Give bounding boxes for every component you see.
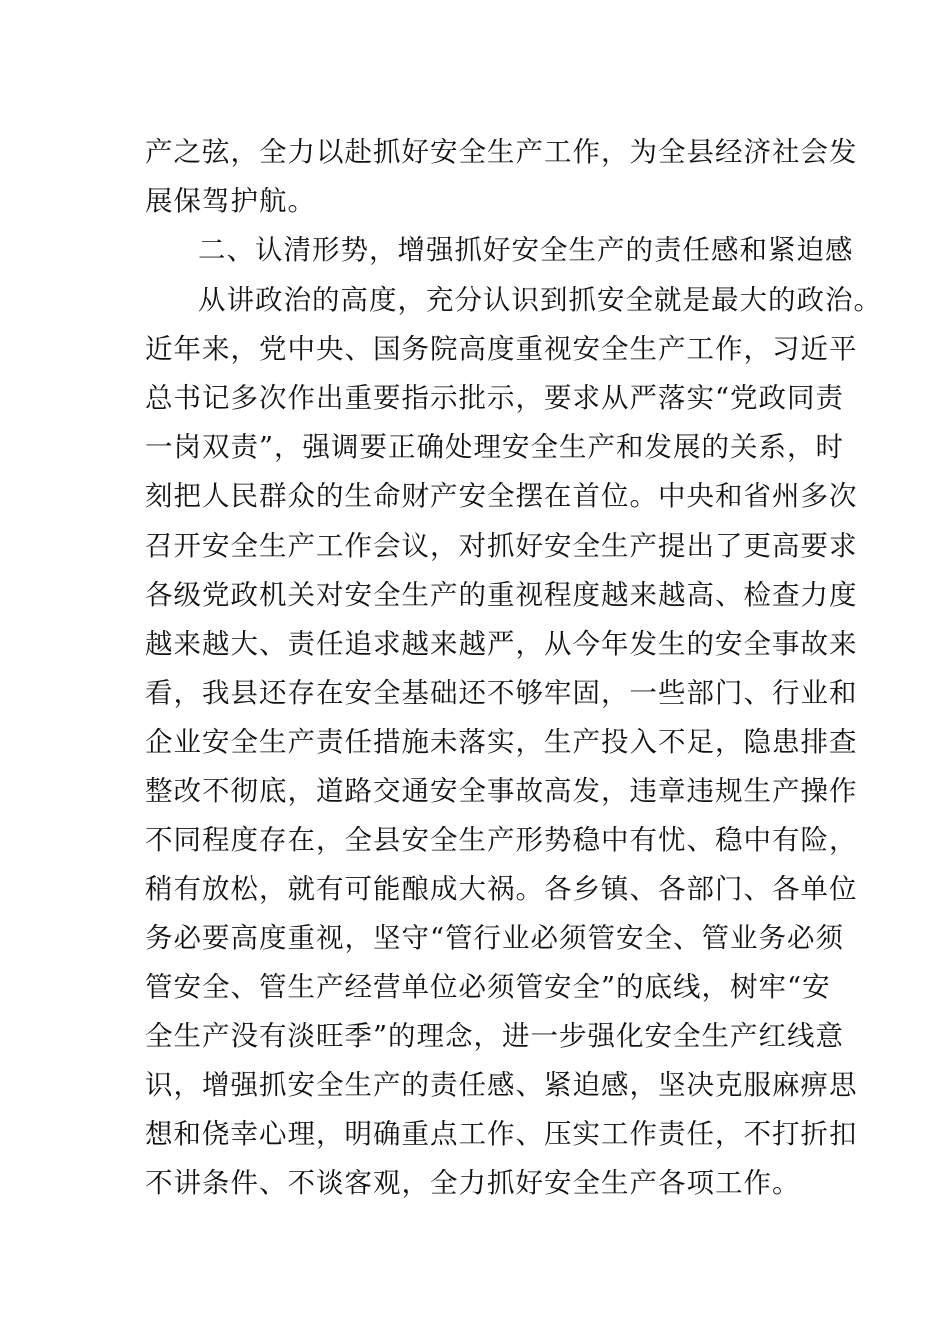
paragraph-2-line-3: 总书记多次作出重要指示批示，要求从严落实“党政同责 (145, 382, 845, 414)
paragraph-2-line-10: 企业安全生产责任措施未落实，生产投入不足，隐患排查 (145, 726, 858, 758)
paragraph-2-line-4: 一岗双责”，强调要正确处理安全生产和发展的关系，时 (145, 431, 845, 463)
paragraph-2-line-14: 务必要高度重视，坚守“管行业必须管安全、管业务必须 (145, 922, 845, 954)
paragraph-2-line-12: 不同程度存在，全县安全生产形势稳中有忧、稳中有险， (145, 824, 858, 856)
section-heading: 二、认清形势，增强抓好安全生产的责任感和紧迫感 (198, 234, 854, 266)
paragraph-2-line-19: 不讲条件、不谈客观，全力抓好安全生产各项工作。 (145, 1167, 801, 1199)
paragraph-2-line-13: 稍有放松，就有可能酿成大祸。各乡镇、各部门、各单位 (145, 873, 858, 905)
paragraph-1-line-1: 产之弦，全力以赴抓好安全生产工作，为全县经济社会发 (145, 136, 858, 168)
paragraph-2-line-9: 看，我县还存在安全基础还不够牢固，一些部门、行业和 (145, 677, 858, 709)
paragraph-2-line-7: 各级党政机关对安全生产的重视程度越来越高、检查力度 (145, 579, 858, 611)
paragraph-2-line-5: 刻把人民群众的生命财产安全摆在首位。中央和省州多次 (145, 480, 858, 512)
paragraph-2-line-15: 管安全、管生产经营单位必须管安全”的底线，树牢“安 (145, 971, 831, 1003)
paragraph-1-line-2: 展保驾护航。 (145, 185, 316, 217)
paragraph-2-line-17: 识，增强抓安全生产的责任感、紧迫感，坚决克服麻痹思 (145, 1069, 858, 1101)
paragraph-2-line-1: 从讲政治的高度，充分认识到抓安全就是最大的政治。 (198, 284, 882, 316)
paragraph-2-line-2: 近年来，党中央、国务院高度重视安全生产工作，习近平 (145, 333, 858, 365)
paragraph-2-line-18: 想和侥幸心理，明确重点工作、压实工作责任，不打折扣 (145, 1118, 858, 1150)
paragraph-2-line-6: 召开安全生产工作会议，对抓好安全生产提出了更高要求 (145, 530, 858, 562)
paragraph-2-line-11: 整改不彻底，道路交通安全事故高发，违章违规生产操作 (145, 775, 858, 807)
paragraph-2-line-8: 越来越大、责任追求越来越严，从今年发生的安全事故来 (145, 628, 858, 660)
paragraph-2-line-16: 全生产没有淡旺季”的理念，进一步强化安全生产红线意 (145, 1020, 845, 1052)
